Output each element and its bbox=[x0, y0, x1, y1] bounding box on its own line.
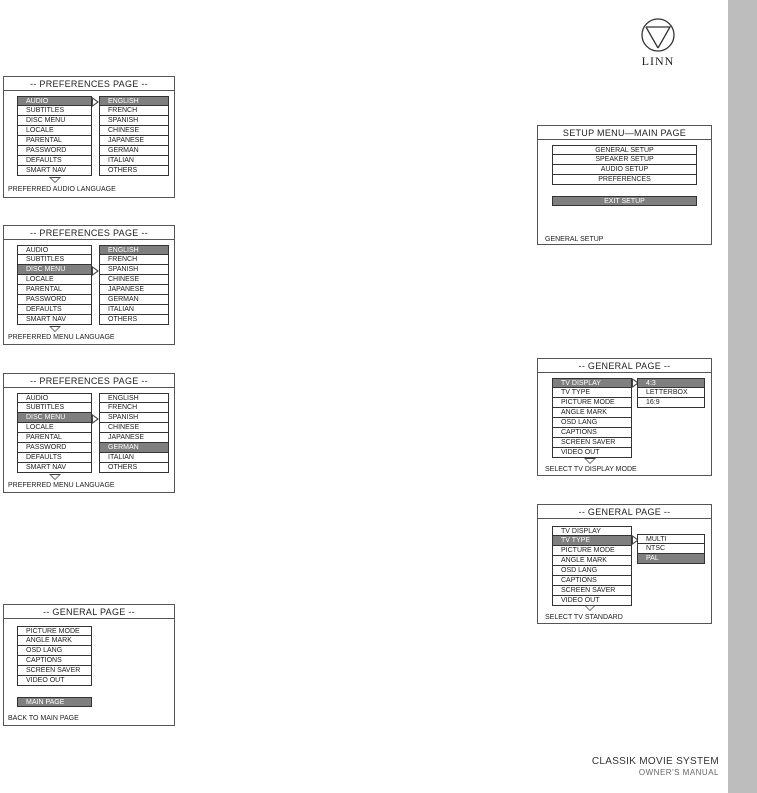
option-spanish[interactable]: SPANISH bbox=[99, 116, 169, 126]
menu-item-picture-mode[interactable]: PICTURE MODE bbox=[552, 546, 632, 556]
menu-item-password[interactable]: PASSWORD bbox=[17, 146, 92, 156]
general-page-panel-tv-type bbox=[537, 504, 712, 624]
setup-main-panel bbox=[537, 125, 712, 245]
menu-item-smart-nav[interactable]: SMART NAV bbox=[17, 315, 92, 325]
option-others[interactable]: OTHERS bbox=[99, 315, 169, 325]
menu-item-audio[interactable]: AUDIO bbox=[17, 96, 92, 106]
menu-list bbox=[552, 378, 632, 458]
menu-item-captions[interactable]: CAPTIONS bbox=[17, 656, 92, 666]
general-page-panel-tv-display bbox=[537, 358, 712, 476]
menu-item-smart-nav[interactable]: SMART NAV bbox=[17, 463, 92, 473]
menu-item-speaker-setup[interactable]: SPEAKER SETUP bbox=[552, 155, 697, 165]
option-16-9[interactable]: 16:9 bbox=[637, 398, 705, 408]
option-italian[interactable]: ITALIAN bbox=[99, 156, 169, 166]
status-text: PREFERRED AUDIO LANGUAGE bbox=[8, 186, 116, 193]
option-list bbox=[637, 534, 705, 564]
menu-item-tv-display[interactable]: TV DISPLAY bbox=[552, 378, 632, 388]
menu-list bbox=[17, 96, 92, 176]
menu-item-video-out[interactable]: VIDEO OUT bbox=[17, 676, 92, 686]
option-french[interactable]: FRENCH bbox=[99, 255, 169, 265]
menu-item-parental[interactable]: PARENTAL bbox=[17, 136, 92, 146]
status-text: GENERAL SETUP bbox=[545, 236, 604, 243]
scroll-down-icon[interactable] bbox=[49, 177, 61, 183]
menu-item-captions[interactable]: CAPTIONS bbox=[552, 576, 632, 586]
menu-item-general-setup[interactable]: GENERAL SETUP bbox=[552, 145, 697, 155]
panel-title: SETUP MENU—MAIN PAGE bbox=[538, 127, 711, 140]
menu-item-locale[interactable]: LOCALE bbox=[17, 423, 92, 433]
menu-item-screen-saver[interactable]: SCREEN SAVER bbox=[552, 438, 632, 448]
option-italian[interactable]: ITALIAN bbox=[99, 305, 169, 315]
option-spanish[interactable]: SPANISH bbox=[99, 265, 169, 275]
menu-item-video-out[interactable]: VIDEO OUT bbox=[552, 448, 632, 458]
side-tab-bar bbox=[728, 0, 757, 793]
menu-list bbox=[17, 626, 92, 686]
scroll-down-icon[interactable] bbox=[49, 326, 61, 332]
menu-item-audio[interactable]: AUDIO bbox=[17, 393, 92, 403]
option-german[interactable]: GERMAN bbox=[99, 295, 169, 305]
option-chinese[interactable]: CHINESE bbox=[99, 126, 169, 136]
option-french[interactable]: FRENCH bbox=[99, 106, 169, 116]
menu-item-subtitles[interactable]: SUBTITLES bbox=[17, 106, 92, 116]
option-japanese[interactable]: JAPANESE bbox=[99, 285, 169, 295]
option-list bbox=[99, 96, 169, 176]
panel-title: -- PREFERENCES PAGE -- bbox=[4, 227, 174, 240]
option-pal[interactable]: PAL bbox=[637, 554, 705, 564]
status-text: PREFERRED MENU LANGUAGE bbox=[8, 334, 115, 341]
option-others[interactable]: OTHERS bbox=[99, 463, 169, 473]
menu-item-disc-menu[interactable]: DISC MENU bbox=[17, 413, 92, 423]
menu-item-defaults[interactable]: DEFAULTS bbox=[17, 156, 92, 166]
option-list bbox=[99, 393, 169, 473]
option-chinese[interactable]: CHINESE bbox=[99, 275, 169, 285]
option-german[interactable]: GERMAN bbox=[99, 443, 169, 453]
exit-setup-button[interactable]: EXIT SETUP bbox=[552, 196, 697, 206]
menu-item-screen-saver[interactable]: SCREEN SAVER bbox=[552, 586, 632, 596]
footer-subtitle: OWNER'S MANUAL bbox=[638, 768, 719, 777]
linn-logo bbox=[633, 18, 683, 70]
menu-item-tv-display[interactable]: TV DISPLAY bbox=[552, 526, 632, 536]
menu-list bbox=[17, 245, 92, 325]
menu-item-angle-mark[interactable]: ANGLE MARK bbox=[552, 408, 632, 418]
selection-arrow-icon bbox=[92, 266, 99, 276]
option-list bbox=[99, 245, 169, 325]
menu-item-disc-menu[interactable]: DISC MENU bbox=[17, 265, 92, 275]
panel-title: -- GENERAL PAGE -- bbox=[4, 606, 174, 619]
option-multi[interactable]: MULTI bbox=[637, 534, 705, 544]
menu-item-smart-nav[interactable]: SMART NAV bbox=[17, 166, 92, 176]
exit-list bbox=[552, 196, 697, 206]
scroll-down-icon[interactable] bbox=[49, 474, 61, 480]
option-english[interactable]: ENGLISH bbox=[99, 96, 169, 106]
status-text: SELECT TV DISPLAY MODE bbox=[545, 466, 637, 473]
linn-logo-text: LINN bbox=[641, 54, 675, 68]
footer bbox=[592, 756, 719, 777]
preferences-panel-german bbox=[3, 373, 175, 493]
option-4-3[interactable]: 4:3 bbox=[637, 378, 705, 388]
general-page-panel-main bbox=[3, 604, 175, 726]
menu-item-osd-lang[interactable]: OSD LANG bbox=[552, 566, 632, 576]
scroll-down-icon[interactable] bbox=[584, 605, 596, 611]
status-text: SELECT TV STANDARD bbox=[545, 614, 623, 621]
option-letterbox[interactable]: LETTERBOX bbox=[637, 388, 705, 398]
menu-item-picture-mode[interactable]: PICTURE MODE bbox=[552, 398, 632, 408]
menu-item-captions[interactable]: CAPTIONS bbox=[552, 428, 632, 438]
selection-arrow-icon bbox=[92, 97, 99, 107]
setup-menu-list bbox=[552, 145, 697, 185]
menu-item-locale[interactable]: LOCALE bbox=[17, 275, 92, 285]
option-ntsc[interactable]: NTSC bbox=[637, 544, 705, 554]
menu-item-angle-mark[interactable]: ANGLE MARK bbox=[552, 556, 632, 566]
menu-item-osd-lang[interactable]: OSD LANG bbox=[17, 646, 92, 656]
menu-item-video-out[interactable]: VIDEO OUT bbox=[552, 596, 632, 606]
option-spanish[interactable]: SPANISH bbox=[99, 413, 169, 423]
option-others[interactable]: OTHERS bbox=[99, 166, 169, 176]
panel-title: -- PREFERENCES PAGE -- bbox=[4, 78, 174, 91]
linn-logo-mark bbox=[633, 18, 683, 54]
preferences-panel-disc-menu bbox=[3, 225, 175, 345]
menu-item-audio-setup[interactable]: AUDIO SETUP bbox=[552, 165, 697, 175]
footer-title: CLASSIK MOVIE SYSTEM bbox=[591, 756, 719, 767]
menu-item-locale[interactable]: LOCALE bbox=[17, 126, 92, 136]
selection-arrow-icon bbox=[92, 414, 99, 424]
option-french[interactable]: FRENCH bbox=[99, 403, 169, 413]
main-page-list bbox=[17, 697, 92, 707]
scroll-down-icon[interactable] bbox=[584, 458, 596, 464]
option-list bbox=[637, 378, 705, 408]
menu-item-picture-mode[interactable]: PICTURE MODE bbox=[17, 626, 92, 636]
panel-title: -- GENERAL PAGE -- bbox=[538, 360, 711, 373]
menu-item-defaults[interactable]: DEFAULTS bbox=[17, 305, 92, 315]
option-english[interactable]: ENGLISH bbox=[99, 393, 169, 403]
menu-item-password[interactable]: PASSWORD bbox=[17, 443, 92, 453]
main-page-button[interactable]: MAIN PAGE bbox=[17, 697, 92, 707]
status-text: PREFERRED MENU LANGUAGE bbox=[8, 482, 115, 489]
menu-item-password[interactable]: PASSWORD bbox=[17, 295, 92, 305]
option-chinese[interactable]: CHINESE bbox=[99, 423, 169, 433]
panel-title: -- GENERAL PAGE -- bbox=[538, 506, 711, 519]
option-german[interactable]: GERMAN bbox=[99, 146, 169, 156]
menu-item-audio[interactable]: AUDIO bbox=[17, 245, 92, 255]
menu-item-subtitles[interactable]: SUBTITLES bbox=[17, 403, 92, 413]
menu-item-screen-saver[interactable]: SCREEN SAVER bbox=[17, 666, 92, 676]
menu-item-angle-mark[interactable]: ANGLE MARK bbox=[17, 636, 92, 646]
menu-list bbox=[17, 393, 92, 473]
menu-item-tv-type[interactable]: TV TYPE bbox=[552, 388, 632, 398]
option-japanese[interactable]: JAPANESE bbox=[99, 433, 169, 443]
menu-item-disc-menu[interactable]: DISC MENU bbox=[17, 116, 92, 126]
option-japanese[interactable]: JAPANESE bbox=[99, 136, 169, 146]
menu-item-osd-lang[interactable]: OSD LANG bbox=[552, 418, 632, 428]
panel-title: -- PREFERENCES PAGE -- bbox=[4, 375, 174, 388]
menu-item-subtitles[interactable]: SUBTITLES bbox=[17, 255, 92, 265]
option-italian[interactable]: ITALIAN bbox=[99, 453, 169, 463]
menu-item-parental[interactable]: PARENTAL bbox=[17, 285, 92, 295]
menu-item-preferences[interactable]: PREFERENCES bbox=[552, 175, 697, 185]
menu-list bbox=[552, 526, 632, 606]
menu-item-parental[interactable]: PARENTAL bbox=[17, 433, 92, 443]
status-text: BACK TO MAIN PAGE bbox=[8, 715, 79, 722]
menu-item-tv-type[interactable]: TV TYPE bbox=[552, 536, 632, 546]
preferences-panel-audio bbox=[3, 76, 175, 198]
menu-item-defaults[interactable]: DEFAULTS bbox=[17, 453, 92, 463]
option-english[interactable]: ENGLISH bbox=[99, 245, 169, 255]
